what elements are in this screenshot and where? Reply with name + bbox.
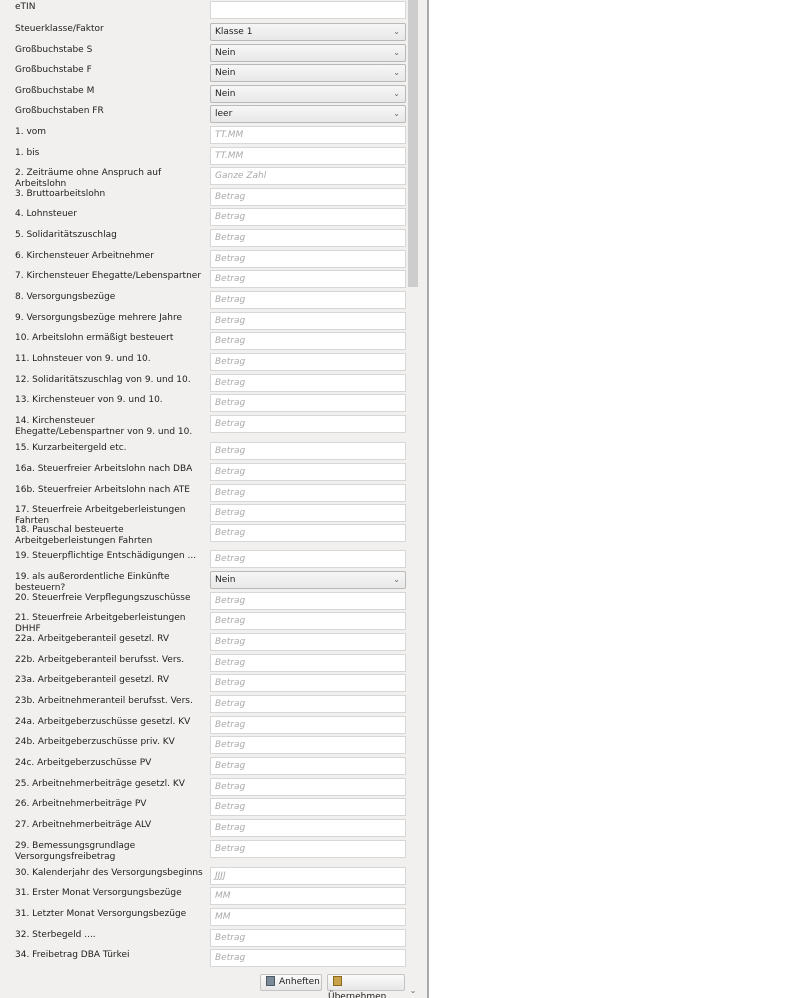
text-input[interactable]: Betrag: [210, 484, 406, 502]
field-label: 12. Solidaritätszuschlag von 9. und 10.: [15, 375, 191, 385]
text-input[interactable]: MM: [210, 887, 406, 905]
uebernehmen-label: Übernehmen: [328, 992, 387, 998]
field-label: 17. Steuerfreie Arbeitgeberleistungen Fahrten: [15, 505, 186, 526]
chevron-down-icon: ⌄: [393, 68, 400, 77]
field-label: 3. Bruttoarbeitslohn: [15, 189, 106, 199]
field-label: 20. Steuerfreie Verpflegungszuschüsse: [15, 593, 191, 603]
field-label: 19. Steuerpflichtige Entschädigungen ...: [15, 551, 197, 561]
select-field[interactable]: [210, 23, 406, 41]
text-input[interactable]: Betrag: [210, 674, 406, 692]
field-label: eTIN: [15, 2, 36, 12]
select-value: leer: [215, 109, 233, 119]
apply-icon: [333, 976, 342, 986]
field-label: 24a. Arbeitgeberzuschüsse gesetzl. KV: [15, 717, 191, 727]
field-label: 8. Versorgungsbezüge: [15, 292, 116, 302]
select-value: Nein: [215, 89, 236, 99]
text-input[interactable]: Betrag: [210, 757, 406, 775]
text-input[interactable]: Betrag: [210, 208, 406, 226]
field-label: 32. Sterbegeld ....: [15, 930, 96, 940]
text-input[interactable]: Betrag: [210, 312, 406, 330]
field-label: 9. Versorgungsbezüge mehrere Jahre: [15, 313, 183, 323]
text-input[interactable]: Betrag: [210, 929, 406, 947]
select-field[interactable]: [210, 105, 406, 123]
select-value: Klasse 1: [215, 27, 253, 37]
select-value: Nein: [215, 575, 236, 585]
text-input[interactable]: [210, 1, 406, 19]
text-input[interactable]: TT.MM: [210, 147, 406, 165]
field-label: 24c. Arbeitgeberzuschüsse PV: [15, 758, 152, 768]
field-label: 16a. Steuerfreier Arbeitslohn nach DBA: [15, 464, 193, 474]
text-input[interactable]: Betrag: [210, 654, 406, 672]
field-label: Steuerklasse/Faktor: [15, 24, 104, 34]
select-field[interactable]: [210, 44, 406, 62]
chevron-down-icon: ⌄: [393, 27, 400, 36]
field-label: 14. Kirchensteuer Ehegatte/Lebenspartner von 9. und 10.: [15, 416, 193, 437]
field-label: Großbuchstabe M: [15, 86, 95, 96]
field-label: 18. Pauschal besteuerte Arbeitgeberleistungen Fahrten: [15, 525, 153, 546]
select-field[interactable]: [210, 85, 406, 103]
field-label: 13. Kirchensteuer von 9. und 10.: [15, 395, 163, 405]
text-input[interactable]: Betrag: [210, 463, 406, 481]
field-label: 1. bis: [15, 148, 40, 158]
text-input[interactable]: Betrag: [210, 524, 406, 542]
field-label: 23b. Arbeitnehmeranteil berufsst. Vers.: [15, 696, 193, 706]
text-input[interactable]: TT.MM: [210, 126, 406, 144]
field-label: 31. Letzter Monat Versorgungsbezüge: [15, 909, 187, 919]
field-label: 16b. Steuerfreier Arbeitslohn nach ATE: [15, 485, 190, 495]
select-value: Nein: [215, 48, 236, 58]
field-label: 5. Solidaritätszuschlag: [15, 230, 117, 240]
text-input[interactable]: Betrag: [210, 736, 406, 754]
text-input[interactable]: Ganze Zahl: [210, 167, 406, 185]
field-label: 15. Kurzarbeitergeld etc.: [15, 443, 127, 453]
text-input[interactable]: Betrag: [210, 394, 406, 412]
field-label: 19. als außerordentliche Einkünfte besteuern?: [15, 572, 170, 593]
text-input[interactable]: Betrag: [210, 332, 406, 350]
field-label: 7. Kirchensteuer Ehegatte/Lebenspartner: [15, 271, 202, 281]
chevron-down-icon: ⌄: [393, 48, 400, 57]
text-input[interactable]: Betrag: [210, 550, 406, 568]
text-input[interactable]: Betrag: [210, 819, 406, 837]
anheften-button[interactable]: [260, 974, 322, 991]
field-label: 21. Steuerfreie Arbeitgeberleistungen DHHF: [15, 613, 186, 634]
field-label: 30. Kalenderjahr des Versorgungsbeginns: [15, 868, 203, 878]
text-input[interactable]: Betrag: [210, 229, 406, 247]
select-value: Nein: [215, 68, 236, 78]
select-field[interactable]: [210, 64, 406, 82]
field-label: 4. Lohnsteuer: [15, 209, 77, 219]
field-label: Großbuchstabe F: [15, 65, 92, 75]
text-input[interactable]: Betrag: [210, 291, 406, 309]
field-label: 25. Arbeitnehmerbeiträge gesetzl. KV: [15, 779, 185, 789]
text-input[interactable]: Betrag: [210, 633, 406, 651]
text-input[interactable]: MM: [210, 908, 406, 926]
text-input[interactable]: Betrag: [210, 949, 406, 967]
uebernehmen-button[interactable]: [327, 974, 405, 998]
field-label: 2. Zeiträume ohne Anspruch auf Arbeitslohn: [15, 168, 162, 189]
text-input[interactable]: Betrag: [210, 592, 406, 610]
text-input[interactable]: Betrag: [210, 270, 406, 288]
chevron-down-icon: ⌄: [393, 109, 400, 118]
field-label: 10. Arbeitslohn ermäßigt besteuert: [15, 333, 174, 343]
panel-separator: [427, 0, 429, 998]
field-label: 29. Bemessungsgrundlage Versorgungsfreibetrag: [15, 841, 136, 862]
text-input[interactable]: Betrag: [210, 840, 406, 858]
text-input[interactable]: Betrag: [210, 415, 406, 433]
field-label: 22b. Arbeitgeberanteil berufsst. Vers.: [15, 655, 185, 665]
text-input[interactable]: Betrag: [210, 504, 406, 522]
text-input[interactable]: Betrag: [210, 695, 406, 713]
scrollbar-thumb[interactable]: [408, 0, 418, 287]
field-label: Großbuchstaben FR: [15, 106, 104, 116]
field-label: 26. Arbeitnehmerbeiträge PV: [15, 799, 147, 809]
scroll-down-arrow-icon[interactable]: ⌄: [409, 986, 417, 995]
anheften-label: Anheften: [279, 977, 320, 987]
field-label: 34. Freibetrag DBA Türkei: [15, 950, 130, 960]
field-label: 11. Lohnsteuer von 9. und 10.: [15, 354, 151, 364]
field-label: 6. Kirchensteuer Arbeitnehmer: [15, 251, 154, 261]
text-input[interactable]: Betrag: [210, 798, 406, 816]
text-input[interactable]: Betrag: [210, 716, 406, 734]
text-input[interactable]: Betrag: [210, 612, 406, 630]
text-input[interactable]: Betrag: [210, 442, 406, 460]
field-label: 22a. Arbeitgeberanteil gesetzl. RV: [15, 634, 170, 644]
text-input[interactable]: Betrag: [210, 188, 406, 206]
field-label: 24b. Arbeitgeberzuschüsse priv. KV: [15, 737, 175, 747]
text-input[interactable]: Betrag: [210, 778, 406, 796]
text-input[interactable]: Betrag: [210, 374, 406, 392]
field-label: 23a. Arbeitgeberanteil gesetzl. RV: [15, 675, 170, 685]
field-label: Großbuchstabe S: [15, 45, 93, 55]
text-input[interactable]: Betrag: [210, 250, 406, 268]
field-label: 1. vom: [15, 127, 47, 137]
chevron-down-icon: ⌄: [393, 575, 400, 584]
text-input[interactable]: Betrag: [210, 353, 406, 371]
select-field[interactable]: [210, 571, 406, 589]
text-input[interactable]: JJJJ: [210, 867, 406, 885]
field-label: 31. Erster Monat Versorgungsbezüge: [15, 888, 182, 898]
pin-icon: [266, 976, 275, 986]
chevron-down-icon: ⌄: [393, 89, 400, 98]
field-label: 27. Arbeitnehmerbeiträge ALV: [15, 820, 152, 830]
